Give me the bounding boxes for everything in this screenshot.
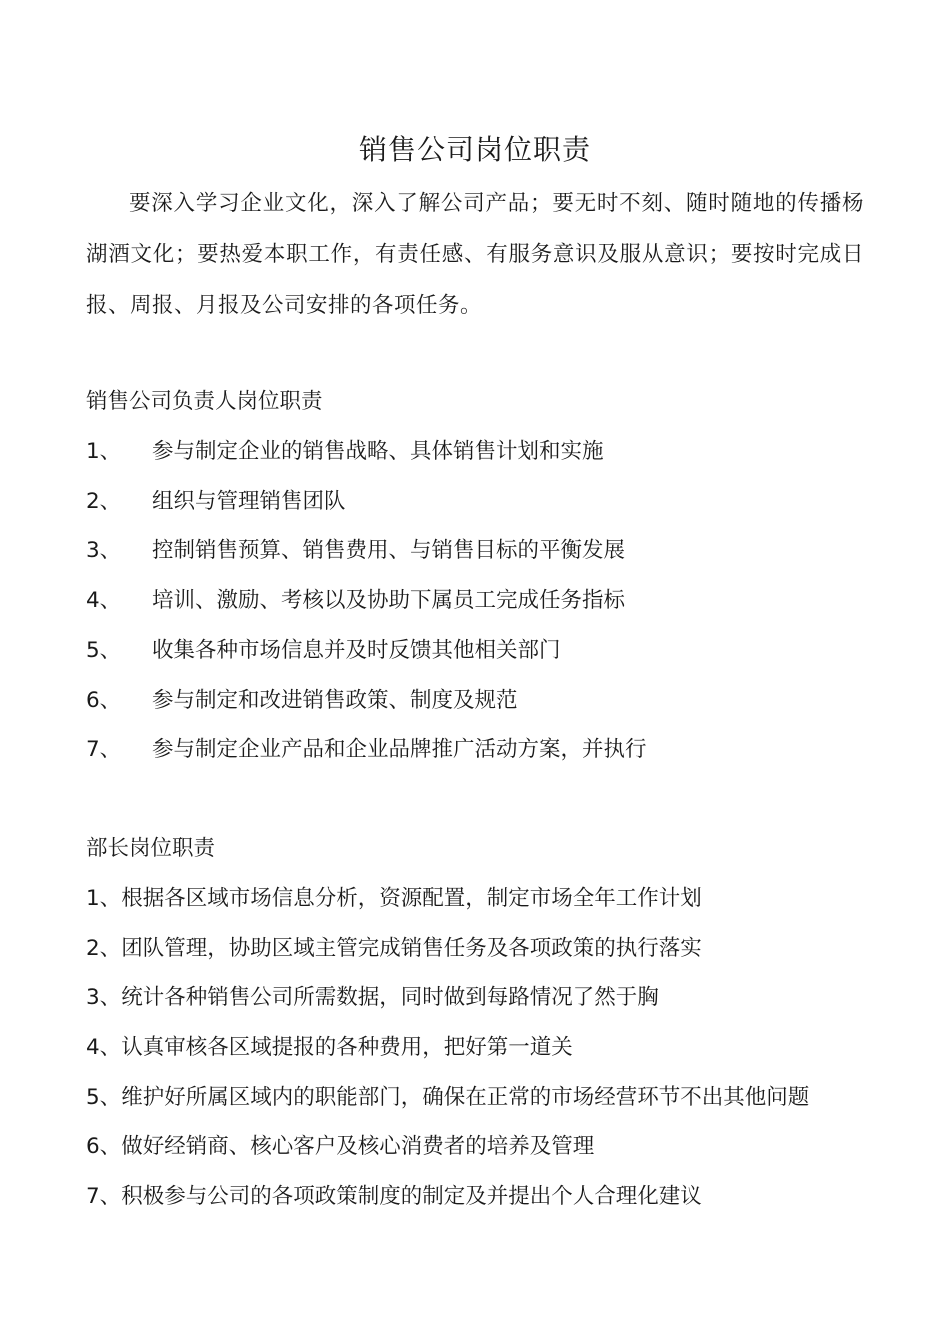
section-title: 销售公司负责人岗位职责: [86, 389, 323, 414]
list-item: [86, 676, 864, 726]
item-text: 参与制定和改进销售政策、制度及规范: [152, 687, 518, 713]
list-item: [86, 427, 864, 477]
list-item: [86, 1172, 864, 1222]
list-item: [86, 1023, 864, 1073]
duty-list: [86, 874, 864, 1222]
item-text: 控制销售预算、销售费用、与销售目标的平衡发展: [152, 538, 626, 564]
item-number: 5、: [86, 1084, 122, 1110]
spacer: [86, 775, 864, 824]
list-item: [86, 576, 864, 626]
list-item: [86, 626, 864, 676]
list-item: [86, 1073, 864, 1123]
item-text: 认真审核各区域提报的各种费用，把好第一道关: [121, 1035, 573, 1061]
item-text: 统计各种销售公司所需数据，同时做到每路情况了然于胸: [121, 985, 659, 1011]
list-item: [86, 924, 864, 974]
item-number: 2、: [86, 488, 122, 514]
intro-paragraph: 要深入学习企业文化，深入了解公司产品；要无时不刻、随时随地的传播杨湖酒文化；要热爱本职工作，有责任感、有服务意识及服从意识；要按时完成日报、周报、月报及公司安排的各项任务。: [86, 191, 864, 318]
list-item: [86, 1122, 864, 1172]
spacer: [86, 331, 864, 377]
list-item: [86, 477, 864, 527]
list-item: [86, 526, 864, 576]
section-head-responsibilities: [86, 377, 864, 775]
list-item: [86, 725, 864, 775]
item-text: 维护好所属区域内的职能部门，确保在正常的市场经营环节不出其他问题: [121, 1084, 810, 1110]
item-text: 做好经销商、核心客户及核心消费者的培养及管理: [121, 1134, 595, 1160]
item-text: 收集各种市场信息并及时反馈其他相关部门: [152, 637, 561, 663]
list-item: [86, 973, 864, 1023]
duty-list: [86, 427, 864, 775]
item-text: 根据各区域市场信息分析，资源配置，制定市场全年工作计划: [121, 885, 702, 911]
document-title: 销售公司岗位职责: [358, 133, 591, 166]
item-number: 6、: [86, 687, 122, 713]
item-number: 3、: [86, 538, 122, 564]
item-text: 积极参与公司的各项政策制度的制定及并提出个人合理化建议: [121, 1184, 702, 1210]
item-number: 4、: [86, 588, 122, 614]
item-number: 3、: [86, 985, 122, 1011]
item-number: 4、: [86, 1035, 122, 1061]
item-number: 6、: [86, 1134, 122, 1160]
item-number: 1、: [86, 439, 122, 464]
item-number: 1、: [86, 885, 122, 911]
section-title: 部长岗位职责: [86, 835, 216, 861]
item-text: 参与制定企业的销售战略、具体销售计划和实施: [152, 439, 604, 464]
item-text: 培训、激励、考核以及协助下属员工完成任务指标: [152, 588, 626, 614]
item-number: 7、: [86, 1184, 122, 1210]
item-number: 5、: [86, 637, 122, 663]
section-minister: [86, 824, 864, 1222]
item-text: 参与制定企业产品和企业品牌推广活动方案，并执行: [152, 737, 647, 763]
item-text: 团队管理，协助区域主管完成销售任务及各项政策的执行落实: [121, 935, 702, 961]
list-item: [86, 874, 864, 924]
item-number: 7、: [86, 737, 122, 763]
item-number: 2、: [86, 935, 122, 961]
item-text: 组织与管理销售团队: [152, 488, 346, 514]
